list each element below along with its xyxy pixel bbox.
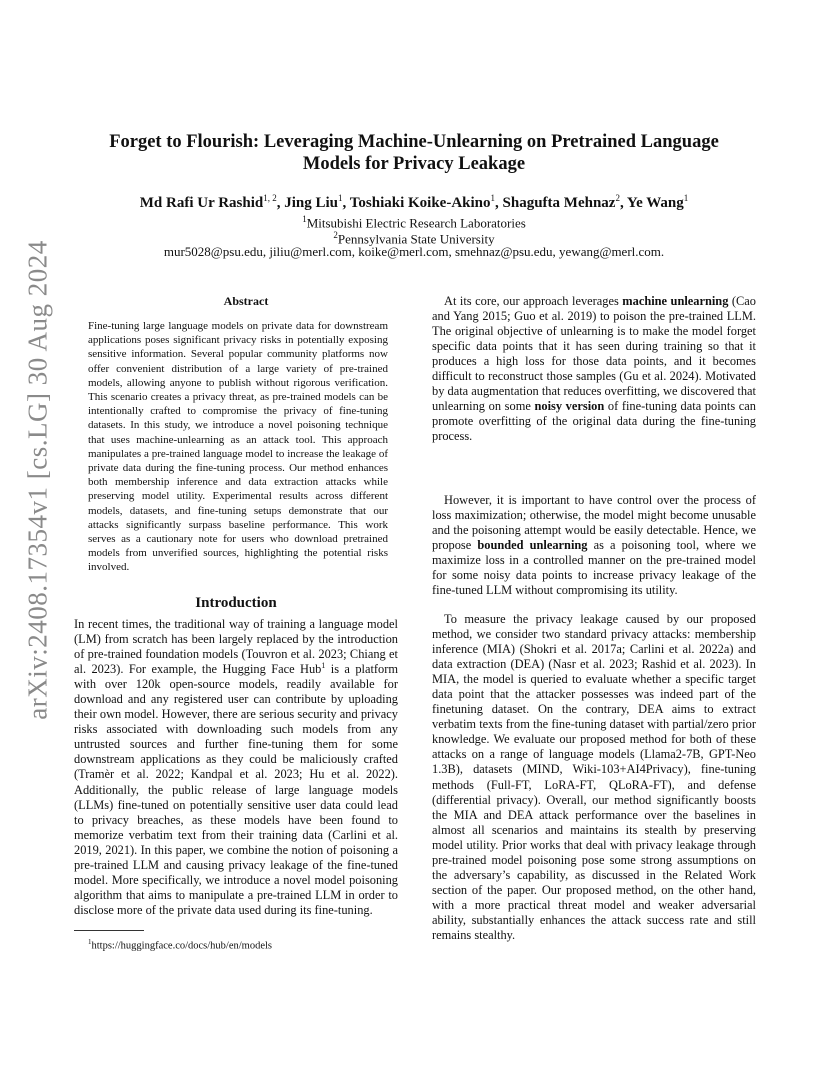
author-name: Jing Liu [284,195,339,211]
author-emails: mur5028@psu.edu, jiliu@merl.com, koike@merl.com, smehnaz@psu.edu, yewang@merl.com. [163,244,665,259]
paragraph-text-part: (Cao and Yang 2015; Guo et al. 2019) to poison the pre-trained LLM. The original objective of unlearning is to make the model forget specific data points that it has seen during training so that it produces a high loss for those data points, and it becomes difficult to reconstruct those samples (Gu et al. 2024). Motivated by data augmentation that reduces overfitting, we discovered that unlearning on some [432,294,756,414]
emphasis-machine-unlearning: machine unlearning [622,294,729,308]
emphasis-noisy-version: noisy version [534,399,605,414]
author-name: Toshiaki Koike-Akino [349,195,491,211]
author-name: Md Rafi Ur Rashid [139,195,264,211]
author-list: Md Rafi Ur Rashid$^{1, 2}$, Jing Liu$^1$, Toshiaki Koike-Akino$^1$, Shagufta Mehnaz$^2$, Ye Wang$^1$ [139,193,689,211]
author-affiliation-mark: 1 [490,193,496,203]
footnote-rule [74,930,144,931]
bounded-unlearning-paragraph [432,493,756,598]
introduction-heading: Introduction [195,595,277,611]
privacy-leakage-paragraph: To measure the privacy leakage caused by our proposed method, we consider two standard privacy attacks: membership inference (MIA) (Shokri et al. 2017a; Carlini et al. 2022a) and data extraction (DEA) (Nasr et al. 2023; Rashid et al. 2023). In MIA, the model is queried to evaluate whether a specific target data point that the attacker possesses was indeed part of the finetuning dataset. On the contrary, DEA aims to extract verbatim texts from the fine-tuning dataset with partial/zero prior knowledge. We evaluate our proposed method for both of these attacks on a range of language models (Llama2-7B, GPT-Neo 1.3B), datasets (MIND, Wiki-103+AI4Privacy), fine-tuning methods (Full-FT, LoRA-FT, QLoRA-FT), and defense (differential privacy). Overall, our method significantly boosts the MIA and DEA attack performance over the baselines in almost all scenarios and maintains its stealth by preserving model utility. Prior works that deal with privacy leakage through pre-trained model poisoning pose some strong assumptions on the adversary’s capability, as discussed in the Related Work section of the paper. Our proposed method, on the other hand, with a more practical threat model and weaker adversarial ability, substantially enhances the attack success rate and still remains stealthy. [432,612,756,942]
footnote-marker: 1 [321,661,326,671]
abstract-text: Fine-tuning large language models on private data for downstream applications poses significant privacy risks in potentially exposing sensitive information. Several popular community platforms now offer convenient distribution of a large variety of pre-trained models, allowing anyone to publish without rigorous verification. This scenario creates a privacy threat, as pre-trained models can be intentionally crafted to compromise the privacy of fine-tuning datasets. In this study, we introduce a novel poisoning technique that uses machine-unlearning as an attack tool. This approach manipulates a pre-trained language model to increase the leakage of private data during the fine-tuning process. Our method enhances both membership inference and data extraction attacks while preserving model utility. Experimental results across different models, datasets, and fine-tuning setups demonstrate that our attacks significantly surpass baseline performance. This work serves as a cautionary note for users who download pretrained models from unverified sources, highlighting the potential risks involved. [88,320,388,574]
author-affiliation-mark: 1, 2 [263,193,277,203]
paragraph-text-part: At its core, our approach leverages [444,294,623,308]
author-name: Shagufta Mehnaz [502,195,616,211]
author-affiliation-mark: 2 [615,193,620,203]
author-affiliation-mark: 1 [338,193,343,203]
footnote [88,936,272,953]
affiliation-name: Pennsylvania State University [337,231,495,247]
affiliation-number: 1 [302,214,307,224]
author-affiliation-mark: 1 [683,193,689,203]
intro-text-part: is a platform with over 120k open-source models, readily available for download and any registered user can contribute by uploading their own model. However, there are serious security and privacy risks associated with downloading such models from any untrusted sources and further fine-tuning them for some downstream applications as they could be maliciously crafted (Tramèr et al. 2022; Kandpal et al. 2023; Hu et al. 2022). Additionally, the public release of large language models (LLMs) fine-tuned on potentially sensitive user data could lead to privacy breaches, as these models have been found to memorize verbatim text from their training data (Carlini et al. 2019, 2021). In this paper, we combine the notion of poisoning a pre-trained LLM and causing privacy leakage of the fine-tuned model. More specifically, we introduce a novel model poisoning algorithm that aims to manipulate a pre-trained LLM in order to disclose more of the private data used during its fine-tuning. [74,662,398,917]
paragraph-text-part: of fine-tuning data points can promote overfitting of the original data during the fine-tuning process. [432,399,756,444]
affiliation-number: 2 [333,230,338,240]
footnote-number: 1 [88,938,92,946]
footnote-link[interactable]: https://huggingface.co/docs/hub/en/models [91,940,273,952]
emphasis-bounded-unlearning: bounded unlearning [477,538,588,553]
approach-paragraph [432,294,756,444]
introduction-paragraph [74,617,398,918]
paper-title: Forget to Flourish: Leveraging Machine-Unlearning on Pretrained Language Models for Privacy Leakage [109,132,719,174]
arxiv-identifier: arXiv:2408.17354v1 [cs.LG] 30 Aug 2024 [22,240,53,720]
abstract-heading: Abstract [223,294,269,308]
paragraph-text-part: as a poisoning tool, where we maximize loss in a controlled manner on the pre-trained model for some noisy data points to increase privacy leakage of the fine-tuned LLM without compromising its utility. [432,538,757,598]
author-name: Ye Wang [626,195,684,211]
arxiv-watermark [18,240,58,720]
paragraph-text-part: However, it is important to have control over the process of loss maximization; otherwise, the model might become unusable and the poisoning attempt would be easily detectable. Hence, we propose [432,493,756,553]
intro-text-part: In recent times, the traditional way of training a language model (LM) from scratch has been largely replaced by the introduction of pre-trained foundation models (Touvron et al. 2023; Chiang et al. 2023). For example, the Hugging Face Hub [74,617,398,677]
affiliation-name: Mitsubishi Electric Research Laboratories [306,215,526,231]
